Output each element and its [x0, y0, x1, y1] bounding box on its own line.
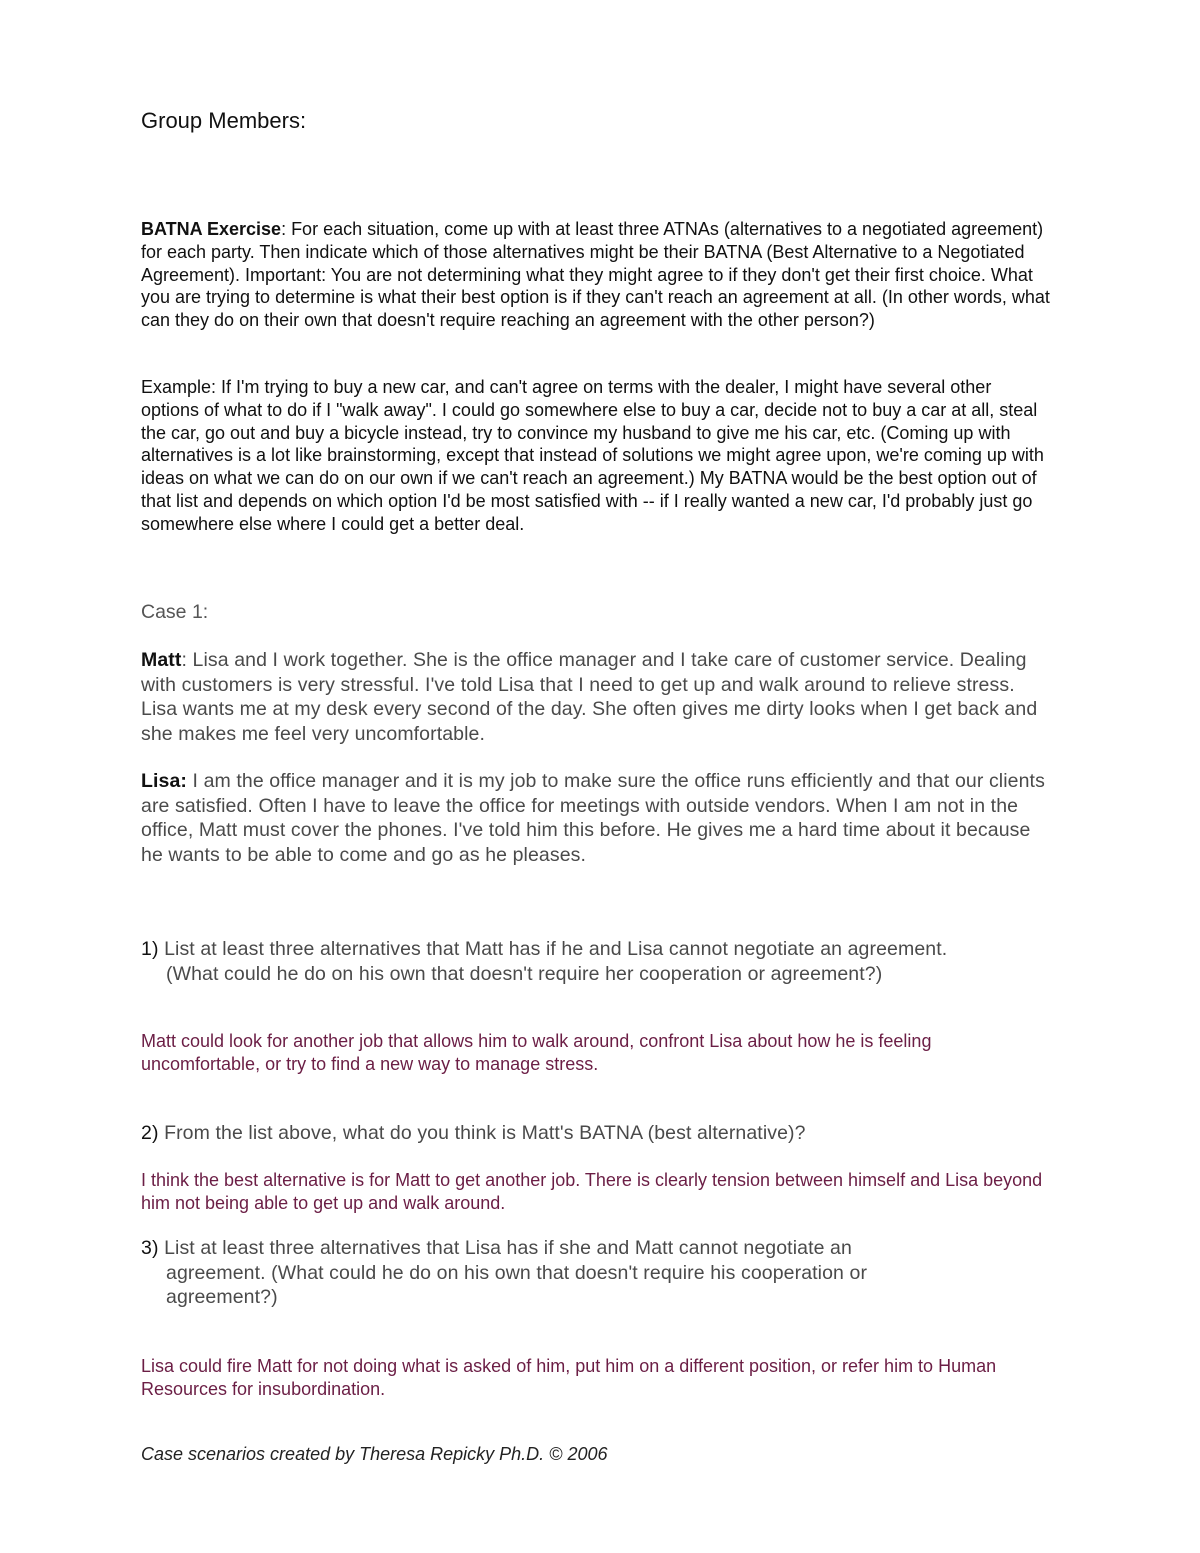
question-1 — [141, 937, 1051, 986]
exercise-label: BATNA Exercise — [141, 219, 282, 239]
question-3 — [141, 1236, 1051, 1310]
exercise-instructions-text: : For each situation, come up with at least three ATNAs (alternatives to a negotiated agreement) for each party. Then indicate which of those alternatives might be their BATNA (Best Alternative to a Negotiated Agreement). Important: You are not determining what they might agree to if they don't get their first choice. What you are trying to determine is what their best option is if they can't reach an agreement at all. (In other words, what can they do on their own that doesn't require reaching an agreement with the other person?) — [141, 219, 1050, 331]
question-3-text: List at least three alternatives that Lisa has if she and Matt cannot negotiate an — [158, 1237, 852, 1259]
case-label: Case 1: — [141, 601, 209, 623]
question-1-continuation: (What could he do on his own that doesn't require her cooperation or agreement?) — [166, 962, 883, 985]
example-paragraph: Example: If I'm trying to buy a new car, and can't agree on terms with the dealer, I might have several other options of what to do if I "walk away". I could go somewhere else to buy a car, decide not to buy a car at all, steal the car, go out and buy a bicycle instead, try to convince my husband to give me his car, etc. (Coming up with alternatives is a lot like brainstorming, except that instead of solutions we might agree upon, we're coming up with ideas on what we can do on our own if we can't reach an agreement.) My BATNA would be the best option out of that list and depends on which option I'd be most satisfied with -- if I really wanted a new car, I'd probably just go somewhere else where I could get a better deal. — [141, 377, 1044, 534]
group-members-heading: Group Members: — [141, 108, 307, 133]
lisa-name: Lisa: — [141, 770, 188, 792]
answer-3: Lisa could fire Matt for not doing what is asked of him, put him on a different position, or refer him to Human Resources for insubordination. — [141, 1356, 997, 1399]
question-1-number: 1) — [141, 938, 159, 960]
answer-1: Matt could look for another job that allows him to walk around, confront Lisa about how he is feeling uncomfortable, or try to find a new way to manage stress. — [141, 1031, 932, 1074]
question-3-continuation: agreement. (What could he do on his own that doesn't require his cooperation or agreement?) — [166, 1261, 868, 1308]
matt-statement-text: : Lisa and I work together. She is the office manager and I take care of customer service. Dealing with customers is very stressful. I've told Lisa that I need to get up and walk around to relieve stress. Lisa wants me at my desk every second of the day. She often gives me dirty looks when I get back and she makes me feel very uncomfortable. — [141, 649, 1038, 745]
question-1-text: List at least three alternatives that Matt has if he and Lisa cannot negotiate an agreement. — [158, 938, 948, 960]
footer-credit: Case scenarios created by Theresa Repicky Ph.D. © 2006 — [141, 1444, 608, 1464]
answer-2: I think the best alternative is for Matt to get another job. There is clearly tension between himself and Lisa beyond him not being able to get up and walk around. — [141, 1170, 1043, 1213]
question-2 — [141, 1121, 1051, 1146]
lisa-statement-text: I am the office manager and it is my job to make sure the office runs efficiently and that our clients are satisfied. Often I have to leave the office for meetings with outside vendors. When I am not in the office, Matt must cover the phones. I've told him this before. He gives me a hard time about it because he wants to be able to come and go as he pleases. — [141, 770, 1045, 866]
question-2-number: 2) — [141, 1122, 159, 1144]
lisa-statement — [141, 769, 1051, 867]
exercise-instructions — [141, 218, 1051, 332]
question-3-number: 3) — [141, 1237, 159, 1259]
question-2-text: From the list above, what do you think is Matt's BATNA (best alternative)? — [158, 1122, 806, 1144]
matt-name: Matt — [141, 649, 182, 671]
matt-statement — [141, 648, 1051, 746]
